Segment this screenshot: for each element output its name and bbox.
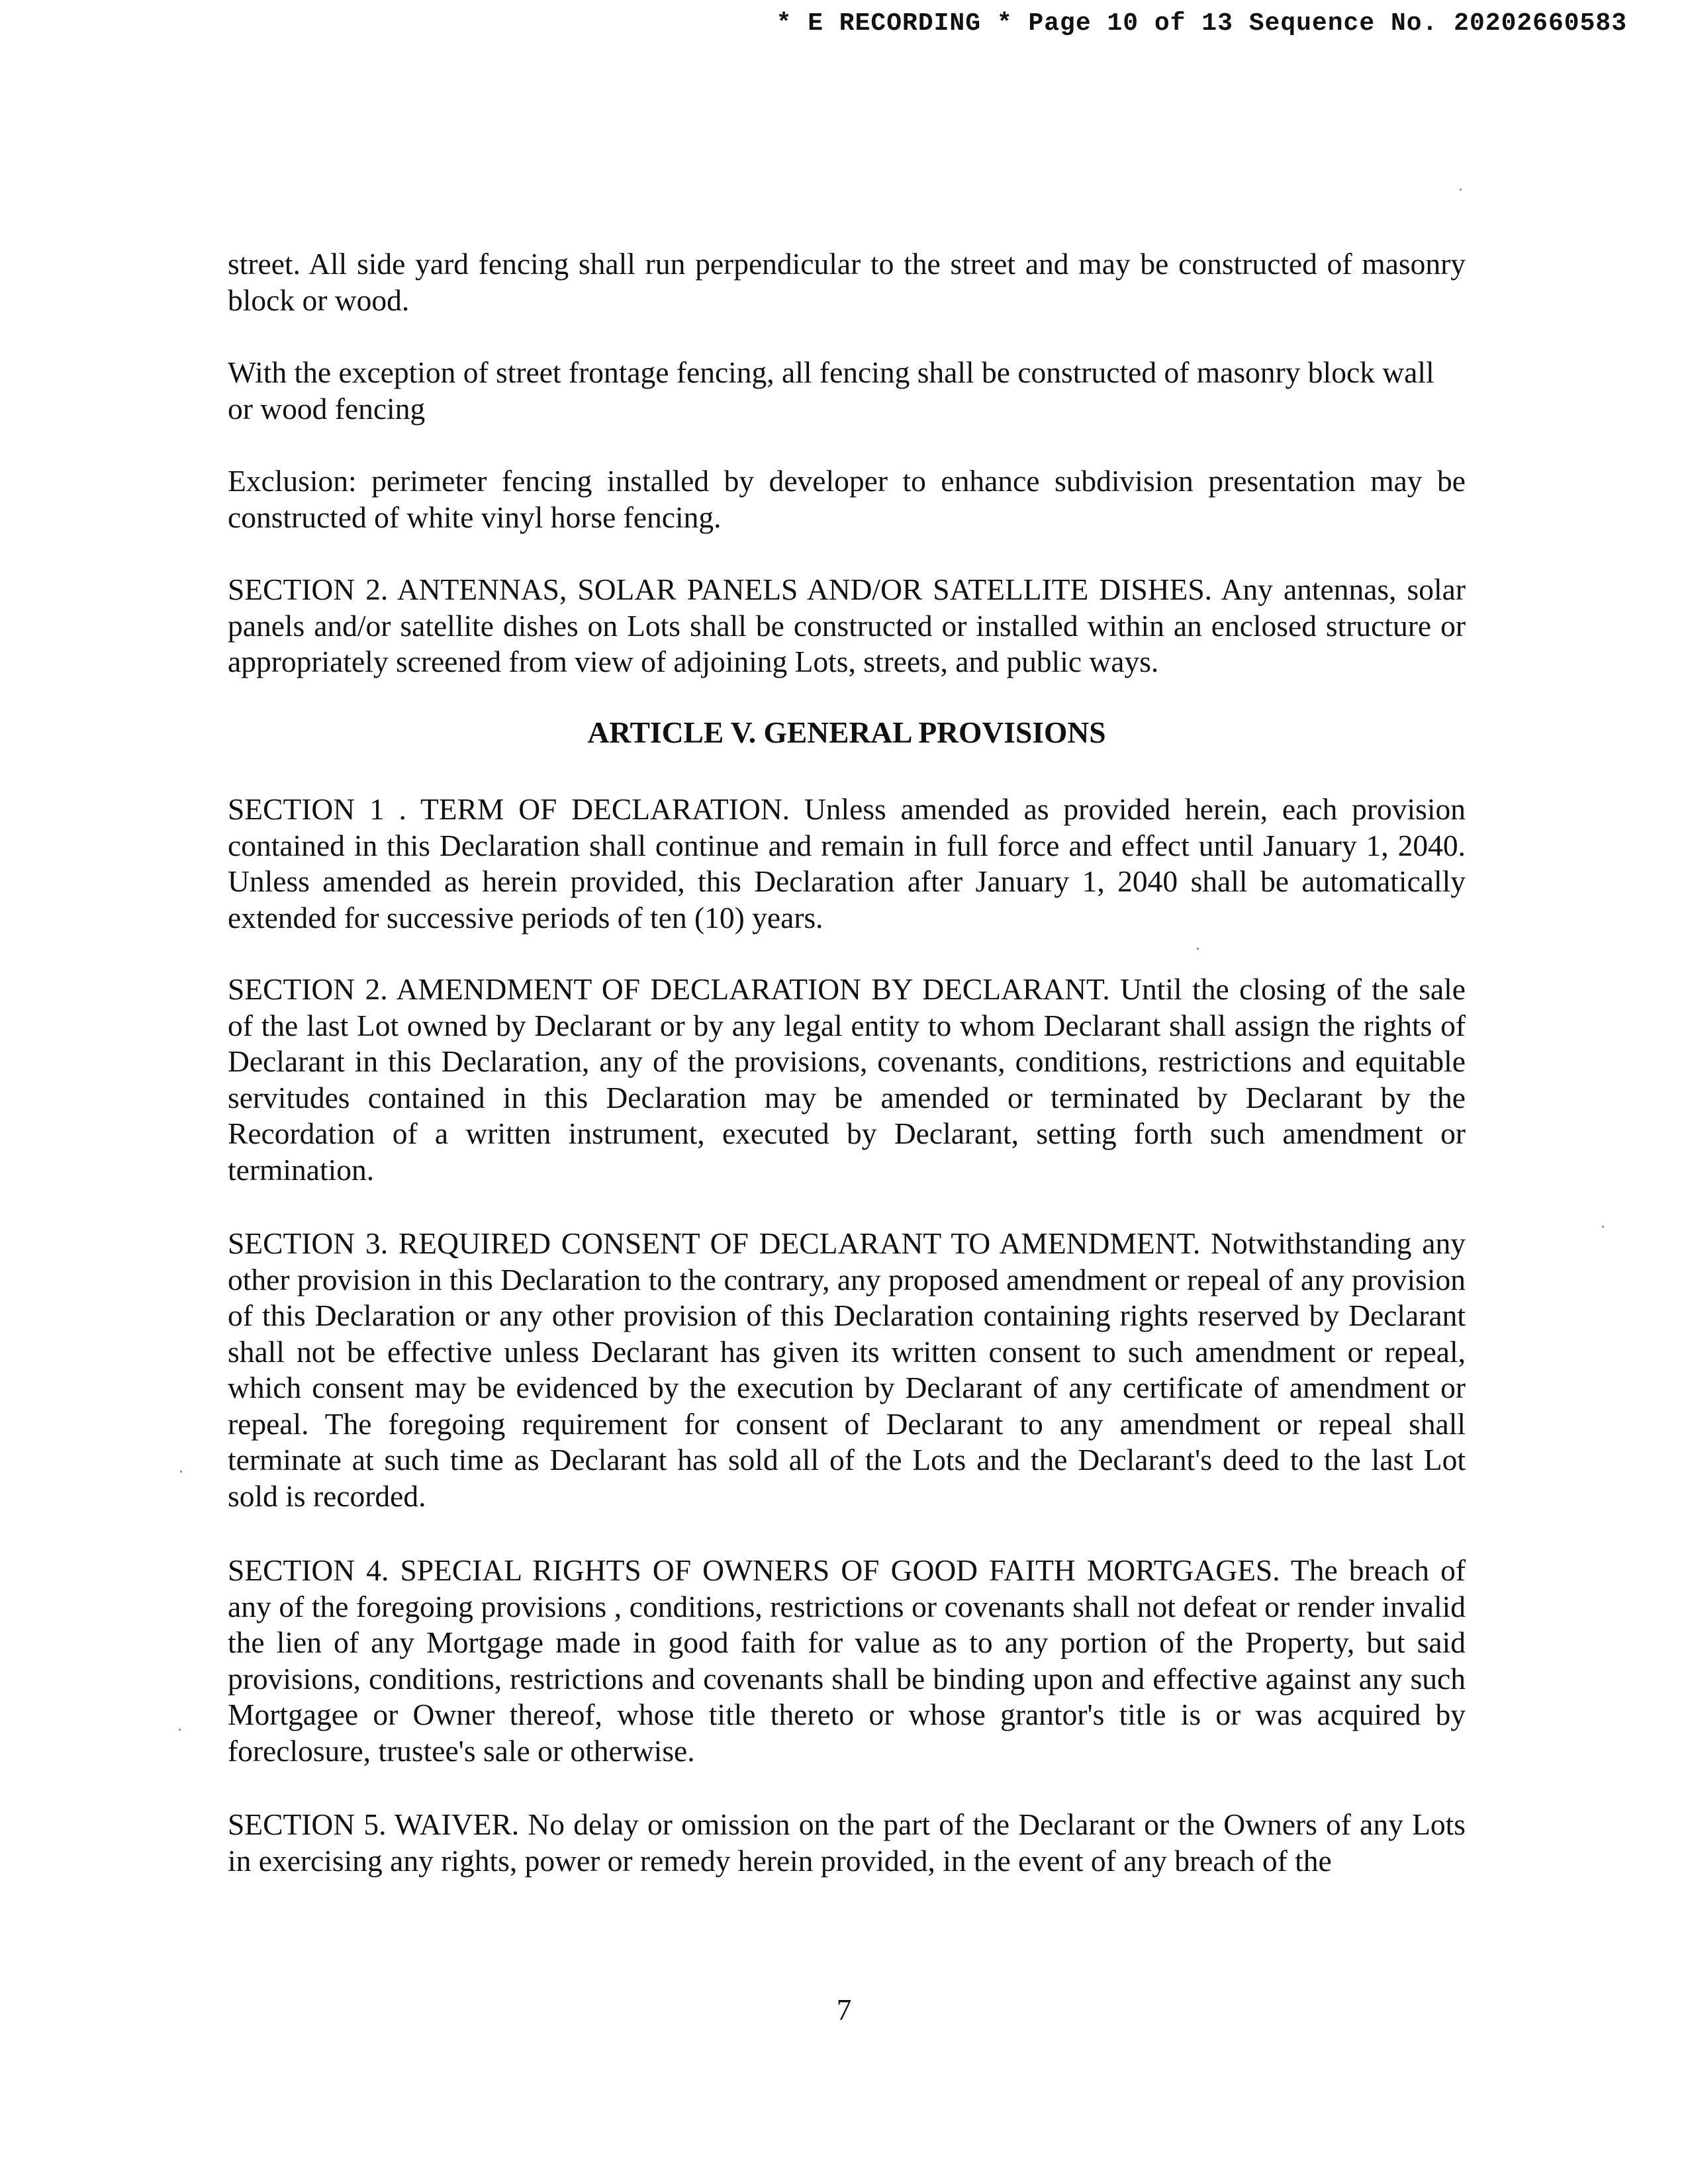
section-term-of-declaration: SECTION 1 . TERM OF DECLARATION. Unless amended as provided herein, each provision contained in this Declaration shall continue and remain in full force and effect until January 1, 2040. Unless amended as herein provided, this Declaration after January 1, 2040 shall be automatically extended for successive periods of ten (10) years.	[228, 792, 1466, 934]
scan-speck	[1460, 189, 1462, 191]
scan-speck	[180, 1471, 182, 1473]
paragraph-fence-continuation: street. All side yard fencing shall run perpendicular to the street and may be constructed of masonry block or wood.	[228, 247, 1466, 317]
section-amendment-by-declarant: SECTION 2. AMENDMENT OF DECLARATION BY DECLARANT. Until the closing of the sale of the last Lot owned by Declarant or by any legal entity to whom Declarant shall assign the rights of Declarant in this Declaration, any of the provisions, covenants, conditions, restrictions and equitable servitudes contained in this Declaration may be amended or terminated by Declarant by the Recordation of a written instrument, executed by Declarant, setting forth such amendment or termination.	[228, 972, 1466, 1187]
article-heading: ARTICLE V. GENERAL PROVISIONS	[587, 715, 1106, 749]
paragraph-section2-antennas: SECTION 2. ANTENNAS, SOLAR PANELS AND/OR SATELLITE DISHES. Any antennas, solar panels and/or satellite dishes on Lots shall be constructed or installed within an enclosed structure or appropriately screened from view of adjoining Lots, streets, and public ways.	[228, 572, 1466, 678]
scan-speck	[1197, 948, 1199, 950]
section-required-consent: SECTION 3. REQUIRED CONSENT OF DECLARANT TO AMENDMENT. Notwithstanding any other provision in this Declaration to the contrary, any proposed amendment or repeal of any provision of this Declaration or any other provision of this Declaration containing rights reserved by Declarant shall not be effective unless Declarant has given its written consent to such amendment or repeal, which consent may be evidenced by the execution by Declarant of any certificate of amendment or repeal. The foregoing requirement for consent of Declarant to any amendment or repeal shall terminate at such time as Declarant has sold all of the Lots and the Declarant's deed to the last Lot sold is recorded.	[228, 1226, 1466, 1513]
section-rights-of-mortgagees: SECTION 4. SPECIAL RIGHTS OF OWNERS OF GOOD FAITH MORTGAGES. The breach of any of the foregoing provisions , conditions, restrictions or covenants shall not defeat or render invalid the lien of any Mortgage made in good faith for value as to any portion of the Property, but said provisions, conditions, restrictions and covenants shall be binding upon and effective against any such Mortgagee or Owner thereof, whose title thereto or whose grantor's title is or was acquired by foreclosure, trustee's sale or otherwise.	[228, 1553, 1466, 1768]
scan-speck	[179, 1729, 181, 1731]
page-number: 7	[836, 1993, 852, 2026]
recording-header: * E RECORDING * Page 10 of 13 Sequence No. 20202660583	[776, 9, 1627, 38]
scan-speck	[1602, 1226, 1604, 1228]
paragraph-fence-exclusion: Exclusion: perimeter fencing installed by developer to enhance subdivision presentation may be constructed of white vinyl horse fencing.	[228, 464, 1466, 534]
paragraph-fence-exception: With the exception of street frontage fencing, all fencing shall be constructed of masonry block wall or wood fencing	[228, 355, 1434, 426]
section-waiver: SECTION 5. WAIVER. No delay or omission on the part of the Declarant or the Owners of any Lots in exercising any rights, power or remedy herein provided, in the event of any breach of the	[228, 1807, 1466, 1878]
